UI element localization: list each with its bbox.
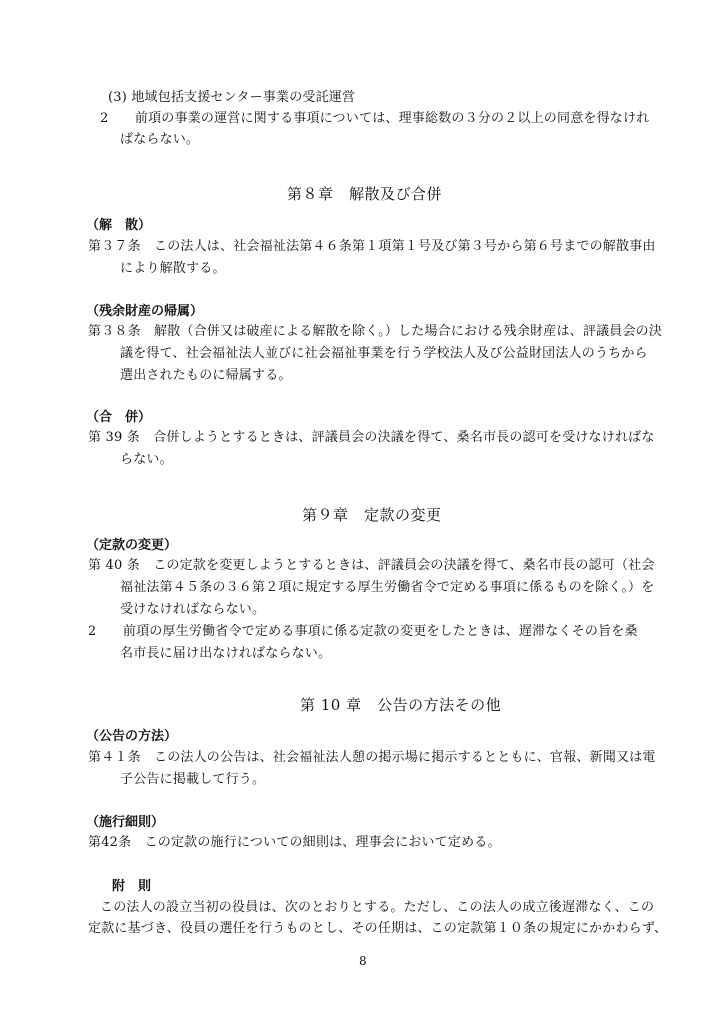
article-39-line-1: 第 39 条 合併しようとするときは、評議員会の決議を得て、桑名市長の認可を受けなければな <box>88 430 655 445</box>
article-37-label: （解 散） <box>86 218 152 233</box>
article-38-line-1: 第３８条 解散（合併又は破産による解散を除く。）した場合における残余財産は、評議員会の決 <box>88 324 663 339</box>
supplementary-line-1: この法人の設立当初の役員は、次のとおりとする。ただし、この法人の成立後遅滞なく、この <box>100 900 655 915</box>
article-40-line-2: 福祉法第４５条の３６第２項に規定する厚生労働省令で定める事項に係るものを除く。）を <box>120 580 655 595</box>
chapter-8-heading: 第８章 解散及び合併 <box>287 185 443 203</box>
article-41-line-2: 子公告に掲載して行う。 <box>120 772 266 787</box>
article-40-line-3: 受けなければならない。 <box>120 602 266 617</box>
supplementary-line-2: 定款に基づき、役員の選任を行うものとし、その任期は、この定款第１０条の規定にかかわらず、 <box>88 921 668 936</box>
article-42-label: （施行細則） <box>86 815 165 830</box>
article-42-line-1: 第42条 この定款の施行についての細則は、理事会において定める。 <box>88 835 501 850</box>
article-41-label: （公告の方法） <box>86 729 178 744</box>
article-40-line-1: 第 40 条 この定款を変更しようとするときは、評議員会の決議を得て、桑名市長の認可（社会 <box>88 558 655 573</box>
article-38-line-2: 議を得て、社会福祉法人並びに社会福祉事業を行う学校法人及び公益財団法人のうちから <box>120 346 648 361</box>
article-40-label: （定款の変更） <box>86 538 178 553</box>
article-37-line-1: 第３７条 この法人は、社会福祉法第４６条第１項第１号及び第３号から第６号までの解散事由 <box>88 239 656 254</box>
list-item-3: (3) 地域包括支援センター事業の受託運営 <box>108 90 356 105</box>
article-39-label: （合 併） <box>86 410 152 425</box>
article-41-line-1: 第４１条 この法人の公告は、社会福祉法人憩の掲示場に掲示するとともに、官報、新聞又は電 <box>88 750 656 765</box>
article-37-line-2: により解散する。 <box>120 261 226 276</box>
article-40-para-2-line-2: 名市長に届け出なければならない。 <box>120 646 332 661</box>
chapter-9-heading: 第９章 定款の変更 <box>302 506 442 524</box>
article-39-line-2: らない。 <box>120 452 173 467</box>
article-38-line-3: 選出されたものに帰属する。 <box>120 368 292 383</box>
paragraph-2-line-1: 2 前項の事業の運営に関する事項については、理事総数の３分の２以上の同意を得なけれ <box>100 111 650 126</box>
paragraph-2-line-2: ばならない。 <box>120 132 200 147</box>
article-40-para-2-line-1: 2 前項の厚生労働省令で定める事項に係る定款の変更をしたときは、遅滞なくその旨を桑 <box>88 624 638 639</box>
supplementary-provisions-label: 附 則 <box>112 879 152 894</box>
page-number: 8 <box>359 954 367 968</box>
chapter-10-heading: 第 10 章 公告の方法その他 <box>300 696 502 714</box>
article-38-label: （残余財産の帰属） <box>86 304 204 319</box>
